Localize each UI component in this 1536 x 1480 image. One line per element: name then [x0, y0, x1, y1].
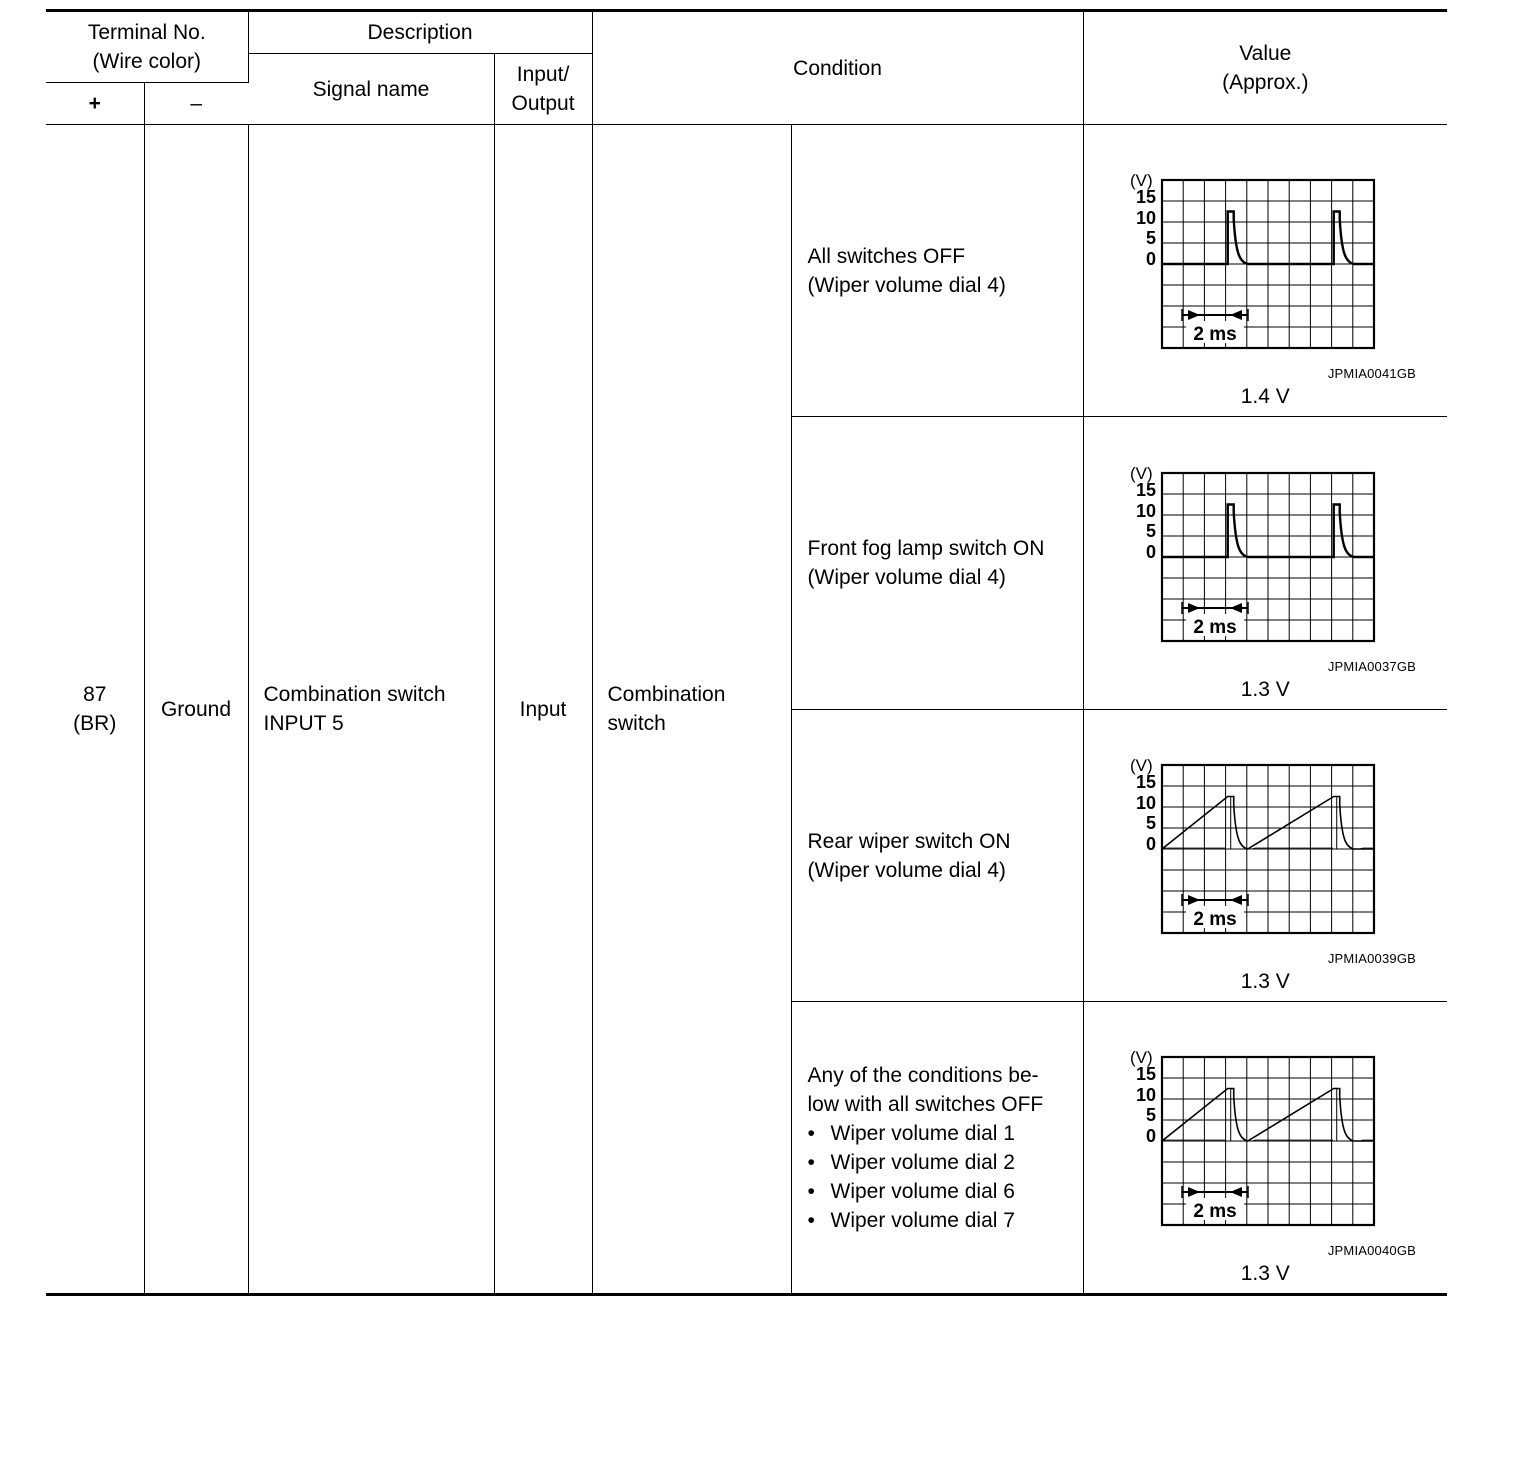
subcondition-line: (Wiper volume dial 4) — [807, 858, 1006, 882]
subcondition-cell — [791, 1002, 1083, 1295]
y-tick-label: 0 — [1145, 834, 1156, 854]
y-tick-label: 5 — [1145, 813, 1156, 833]
arrow-left-icon — [1230, 310, 1242, 320]
wire-color: (BR) — [73, 712, 117, 735]
wire-color-header-label: (Wire color) — [92, 50, 201, 73]
signal-name-header: Signal name — [248, 54, 494, 125]
approx-value: 1.3 V — [1240, 1262, 1290, 1285]
image-code: JPMIA0040GB — [1327, 1243, 1417, 1258]
subcondition-cell — [791, 710, 1083, 1002]
subcondition-line: Rear wiper switch ON — [807, 829, 1011, 853]
approx-value: 1.3 V — [1240, 970, 1290, 993]
value-cell — [1083, 125, 1447, 417]
terminal-header-label: Terminal No. — [87, 21, 206, 44]
image-code: JPMIA0041GB — [1327, 366, 1417, 381]
arrow-left-icon — [1230, 1187, 1242, 1197]
condition-main-cell — [592, 125, 791, 1295]
subcondition-cell — [791, 417, 1083, 710]
y-tick-label: 10 — [1135, 500, 1156, 521]
y-tick-label: 15 — [1135, 1064, 1156, 1084]
waveform-figure — [1084, 710, 1448, 1001]
subcondition-line: (Wiper volume dial 4) — [807, 566, 1006, 589]
approx-value: 1.3 V — [1240, 677, 1290, 701]
arrow-left-icon — [1230, 895, 1242, 905]
subcondition-line: All switches OFF — [807, 244, 966, 268]
condition-main-line-2: switch — [607, 712, 666, 735]
terminal-no-header — [46, 11, 248, 83]
unit-label: (V) — [1129, 756, 1153, 775]
y-tick-label: 10 — [1135, 208, 1156, 228]
subcondition-line: Any of the conditions be- — [807, 1063, 1039, 1087]
y-tick-label: 0 — [1145, 1126, 1156, 1146]
arrow-right-icon — [1188, 603, 1200, 613]
waveform-figure — [1084, 418, 1448, 709]
y-tick-label: 5 — [1145, 228, 1156, 248]
value-header — [1083, 11, 1447, 125]
y-tick-label: 15 — [1135, 479, 1156, 500]
image-code: JPMIA0039GB — [1327, 951, 1417, 966]
list-item: • Wiper volume dial 2 — [808, 1148, 1083, 1177]
arrow-left-icon — [1230, 603, 1242, 613]
condition-main-line-1: Combination — [607, 683, 726, 706]
terminal-spec-table — [46, 9, 1447, 1296]
list-item: • Wiper volume dial 7 — [808, 1206, 1083, 1235]
input-output-header — [494, 54, 592, 125]
arrow-right-icon — [1188, 1187, 1200, 1197]
y-tick-label: 5 — [1145, 1105, 1156, 1125]
signal-name-line-1: Combination switch — [263, 683, 446, 706]
terminal-plus-cell — [46, 125, 144, 1295]
value-cell — [1083, 1002, 1447, 1295]
unit-label: (V) — [1129, 171, 1153, 190]
y-tick-label: 10 — [1135, 1085, 1156, 1105]
signal-name-cell — [248, 125, 494, 1295]
approx-value: 1.4 V — [1240, 385, 1290, 408]
time-label: 2 ms — [1192, 1201, 1237, 1222]
input-output-cell: Input — [494, 125, 592, 1295]
y-tick-label: 0 — [1145, 541, 1156, 562]
description-header: Description — [248, 11, 592, 54]
list-item: • Wiper volume dial 6 — [808, 1177, 1083, 1206]
unit-label: (V) — [1129, 1048, 1153, 1067]
signal-name-line-2: INPUT 5 — [263, 712, 344, 735]
value-cell — [1083, 710, 1447, 1002]
condition-header: Condition — [592, 11, 1083, 125]
minus-terminal-header: – — [144, 83, 248, 125]
y-tick-label: 15 — [1135, 772, 1156, 792]
output-header-label: Output — [511, 92, 575, 115]
y-tick-label: 10 — [1135, 793, 1156, 813]
value-header-label: Value — [1239, 42, 1292, 65]
value-cell — [1083, 417, 1447, 710]
list-item: • Wiper volume dial 1 — [808, 1119, 1083, 1148]
approx-header-label: (Approx.) — [1222, 71, 1309, 94]
terminal-number: 87 — [83, 683, 107, 706]
waveform-figure — [1084, 125, 1448, 416]
time-label: 2 ms — [1192, 324, 1237, 345]
y-tick-label: 0 — [1145, 249, 1156, 269]
arrow-right-icon — [1188, 310, 1200, 320]
plus-terminal-header: + — [46, 83, 144, 125]
subcondition-line: (Wiper volume dial 4) — [807, 273, 1006, 297]
y-tick-label: 5 — [1145, 520, 1156, 541]
input-header-label: Input/ — [516, 63, 570, 86]
subcondition-cell — [791, 125, 1083, 417]
time-label: 2 ms — [1192, 909, 1237, 930]
arrow-right-icon — [1188, 895, 1200, 905]
subcondition-line: Front fog lamp switch ON — [807, 537, 1045, 560]
time-label: 2 ms — [1192, 616, 1237, 638]
waveform-figure — [1084, 1002, 1448, 1293]
subcondition-line: low with all switches OFF — [807, 1092, 1044, 1116]
image-code: JPMIA0037GB — [1327, 658, 1417, 674]
y-tick-label: 15 — [1135, 187, 1156, 207]
wiper-dial-list — [808, 1119, 1083, 1235]
unit-label: (V) — [1129, 463, 1153, 483]
terminal-minus-cell: Ground — [144, 125, 248, 1295]
